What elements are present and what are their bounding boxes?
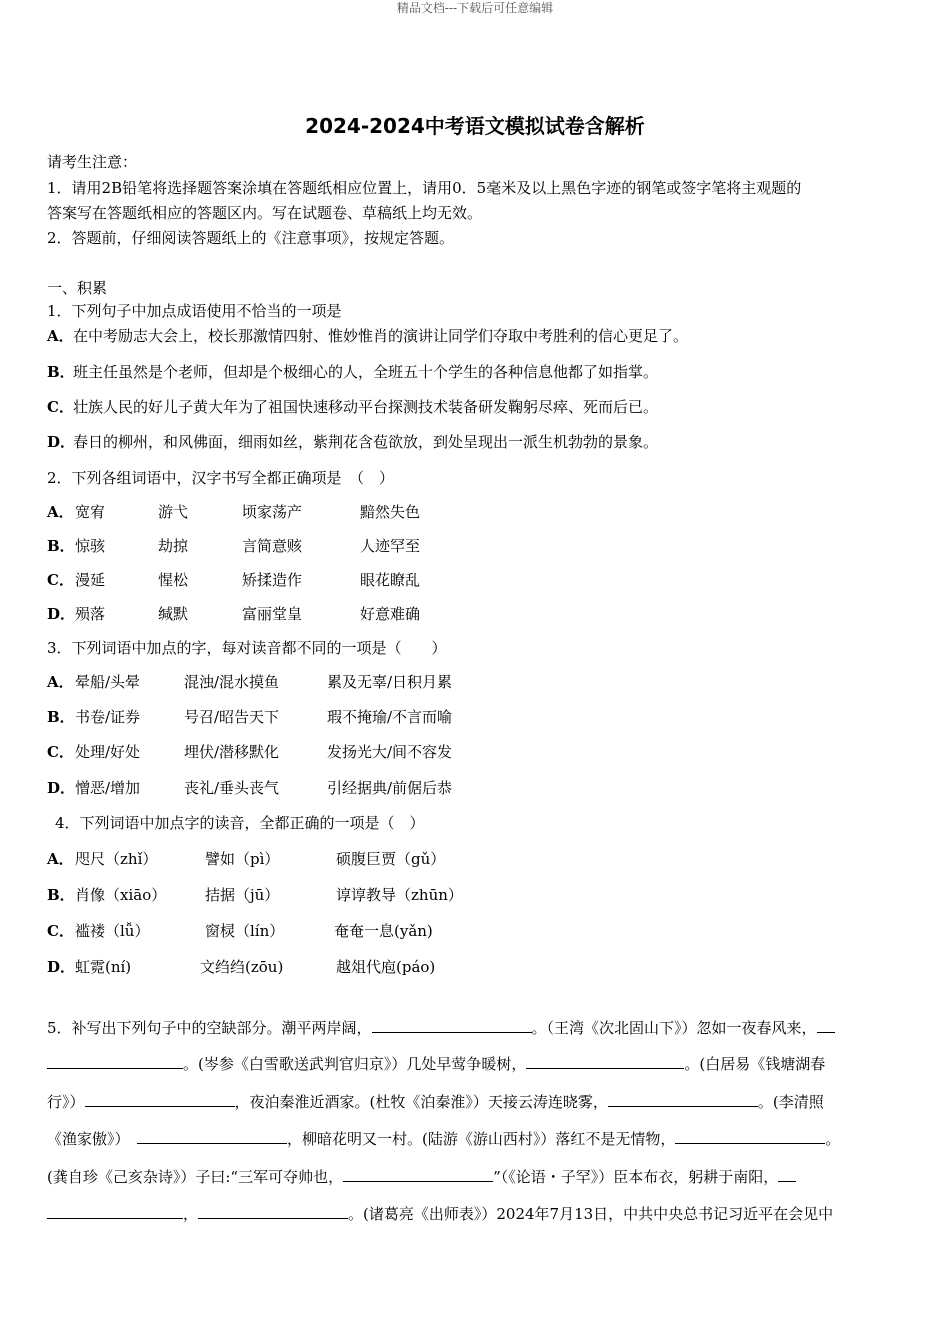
option-word: 发扬光大/间不容发	[327, 743, 453, 761]
option-word: 咫尺（zhǐ）	[75, 850, 158, 868]
option-word: 憎恶/增加	[75, 779, 141, 797]
option-word: 处理/好处	[75, 743, 141, 761]
option-letter: B．	[47, 886, 75, 904]
q5-text: ”（《论语・子罕》）臣本布衣，躬耕于南阳，	[493, 1168, 779, 1186]
answer-blank[interactable]	[47, 1202, 183, 1219]
option-word: 黯然失色	[360, 503, 421, 521]
option-word: 宽宥	[75, 503, 106, 521]
q5-line	[47, 1165, 796, 1187]
option-letter: C．	[47, 398, 74, 416]
q5-text: (龚自珍《己亥杂诗》）子曰:“三军可夺帅也，	[47, 1168, 344, 1186]
option-letter: C．	[47, 922, 74, 940]
answer-blank[interactable]	[343, 1165, 493, 1182]
option-text: 壮族人民的好儿子黄大年为了祖国快速移动平台探测技术装备研发鞠躬尽瘁、死而后已。	[73, 398, 659, 416]
q5-text: 。	[825, 1130, 841, 1148]
answer-blank[interactable]	[372, 1016, 532, 1033]
option-word: 肖像（xiāo）	[75, 886, 167, 904]
page-header: 精品文档---下载后可任意编辑	[396, 1, 554, 15]
option-text: 班主任虽然是个老师，但却是个极细心的人，全班五十个学生的各种信息他都了如指掌。	[73, 363, 659, 381]
q5-text: 。（王湾《次北固山下》）忽如一夜春风来，	[531, 1019, 817, 1037]
option-word: 硕腹巨贾（gǔ）	[336, 850, 446, 868]
option-letter: B．	[47, 537, 75, 555]
q5-text: 。(白居易《钱塘湖春	[684, 1055, 826, 1073]
q1-option-c	[47, 397, 658, 417]
option-word: 顷家荡产	[242, 503, 303, 521]
option-word: 号召/昭告天下	[184, 708, 280, 726]
answer-blank[interactable]	[47, 1052, 183, 1069]
section-heading: 一、积累	[47, 279, 108, 297]
answer-blank[interactable]	[675, 1127, 825, 1144]
option-word: 越俎代庖(páo)	[336, 958, 436, 976]
notice-line: 1．请用2B铅笔将选择题答案涂填在答题纸相应位置上，请用0．5毫米及以上黑色字迹的钢笔或签字笔将主观题的	[47, 179, 802, 197]
option-word: 游弋	[158, 503, 189, 521]
option-word: 书卷/证券	[75, 708, 141, 726]
option-text: 在中考励志大会上，校长那激情四射、惟妙惟肖的演讲让同学们夺取中考胜利的信心更足了。	[73, 327, 689, 345]
notice-heading: 请考生注意：	[47, 153, 138, 171]
q5-line	[47, 1127, 840, 1149]
question-stem: 3．下列词语中加点的字，每对读音都不同的一项是（ ）	[47, 639, 447, 657]
option-letter: C．	[47, 571, 74, 589]
option-letter: C．	[47, 743, 74, 761]
q5-text: ，夜泊秦淮近酒家。(杜牧《泊秦淮》）天接云涛连晓雾，	[234, 1093, 608, 1111]
option-word: 眼花瞭乱	[360, 571, 421, 589]
option-word: 丧礼/垂头丧气	[184, 779, 280, 797]
option-word: 矫揉造作	[242, 571, 303, 589]
option-word: 瑕不掩瑜/不言而喻	[327, 708, 453, 726]
q5-text: ，柳暗花明又一村。(陆游《游山西村》）落红不是无情物，	[287, 1130, 676, 1148]
option-letter: B．	[47, 708, 75, 726]
answer-blank[interactable]	[608, 1090, 758, 1107]
q5-line	[47, 1016, 835, 1038]
option-word: 引经据典/前倨后恭	[327, 779, 453, 797]
answer-blank[interactable]	[85, 1090, 235, 1107]
option-word: 人迹罕至	[360, 537, 421, 555]
document-title: 2024-2024中考语文模拟试卷含解析	[305, 114, 645, 138]
q5-text: ，	[183, 1205, 199, 1223]
option-word: 奄奄一息(yǎn)	[334, 922, 433, 940]
option-letter: D．	[47, 433, 76, 451]
option-letter: D．	[47, 958, 76, 976]
option-letter: A．	[47, 673, 74, 691]
answer-blank[interactable]	[526, 1052, 684, 1069]
option-letter: A．	[47, 503, 74, 521]
option-word: 褴褛（lǚ）	[75, 922, 150, 940]
option-word: 混浊/混水摸鱼	[184, 673, 280, 691]
q5-text: 。(李清照	[757, 1093, 824, 1111]
answer-blank[interactable]	[137, 1127, 287, 1144]
option-word: 惺松	[158, 571, 189, 589]
option-word: 晕船/头晕	[75, 673, 141, 691]
q5-text: 行》）	[47, 1093, 85, 1111]
option-word: 惊骇	[75, 537, 106, 555]
answer-blank[interactable]	[817, 1016, 835, 1033]
q5-text: 《渔家傲》）	[47, 1130, 138, 1148]
option-word: 言简意赅	[242, 537, 303, 555]
q5-text: 。(诸葛亮《出师表》）2024年7月13日，中共中央总书记习近平在会见中	[348, 1205, 834, 1223]
option-word: 虹霓(ní)	[75, 958, 132, 976]
question-stem: 4．下列词语中加点字的读音，全都正确的一项是（ ）	[55, 814, 425, 832]
q5-text: 。(岑参《白雪歌送武判官归京》）几处早莺争暖树，	[183, 1055, 527, 1073]
q5-line	[47, 1090, 824, 1112]
option-word: 殒落	[75, 605, 106, 623]
question-stem: 1．下列句子中加点成语使用不恰当的一项是	[47, 302, 342, 320]
q1-option-b	[47, 362, 658, 382]
option-letter: D．	[47, 779, 76, 797]
question-stem: 2．下列各组词语中，汉字书写全都正确项是 （ ）	[47, 469, 395, 487]
option-word: 劫掠	[158, 537, 189, 555]
option-word: 埋伏/潜移默化	[184, 743, 280, 761]
q5-line	[47, 1052, 825, 1074]
q5-line	[47, 1202, 833, 1224]
notice-line: 答案写在答题纸相应的答题区内。写在试题卷、草稿纸上均无效。	[47, 204, 483, 222]
option-letter: D．	[47, 605, 76, 623]
q5-text: 5．补写出下列句子中的空缺部分。潮平两岸阔，	[47, 1019, 372, 1037]
option-word: 缄默	[158, 605, 189, 623]
notice-line: 2．答题前，仔细阅读答题纸上的《注意事项》，按规定答题。	[47, 229, 455, 247]
option-word: 好意难确	[360, 605, 421, 623]
answer-blank[interactable]	[198, 1202, 348, 1219]
option-word: 譬如（pì）	[205, 850, 280, 868]
option-word: 漫延	[75, 571, 106, 589]
answer-blank[interactable]	[778, 1165, 796, 1182]
option-letter: A．	[47, 850, 74, 868]
option-word: 拮据（jū）	[205, 886, 280, 904]
option-letter: A．	[47, 327, 74, 345]
option-word: 文绉绉(zōu)	[200, 958, 284, 976]
option-text: 春日的柳州，和风佛面，细雨如丝，紫荆花含苞欲放，到处呈现出一派生机勃勃的景象。	[73, 433, 659, 451]
option-word: 累及无辜/日积月累	[327, 673, 453, 691]
q1-option-a	[47, 326, 688, 346]
option-word: 富丽堂皇	[242, 605, 303, 623]
q1-option-d	[47, 432, 658, 452]
option-word: 谆谆教导（zhūn）	[336, 886, 463, 904]
option-letter: B．	[47, 363, 75, 381]
option-word: 窗棂（lín）	[205, 922, 285, 940]
